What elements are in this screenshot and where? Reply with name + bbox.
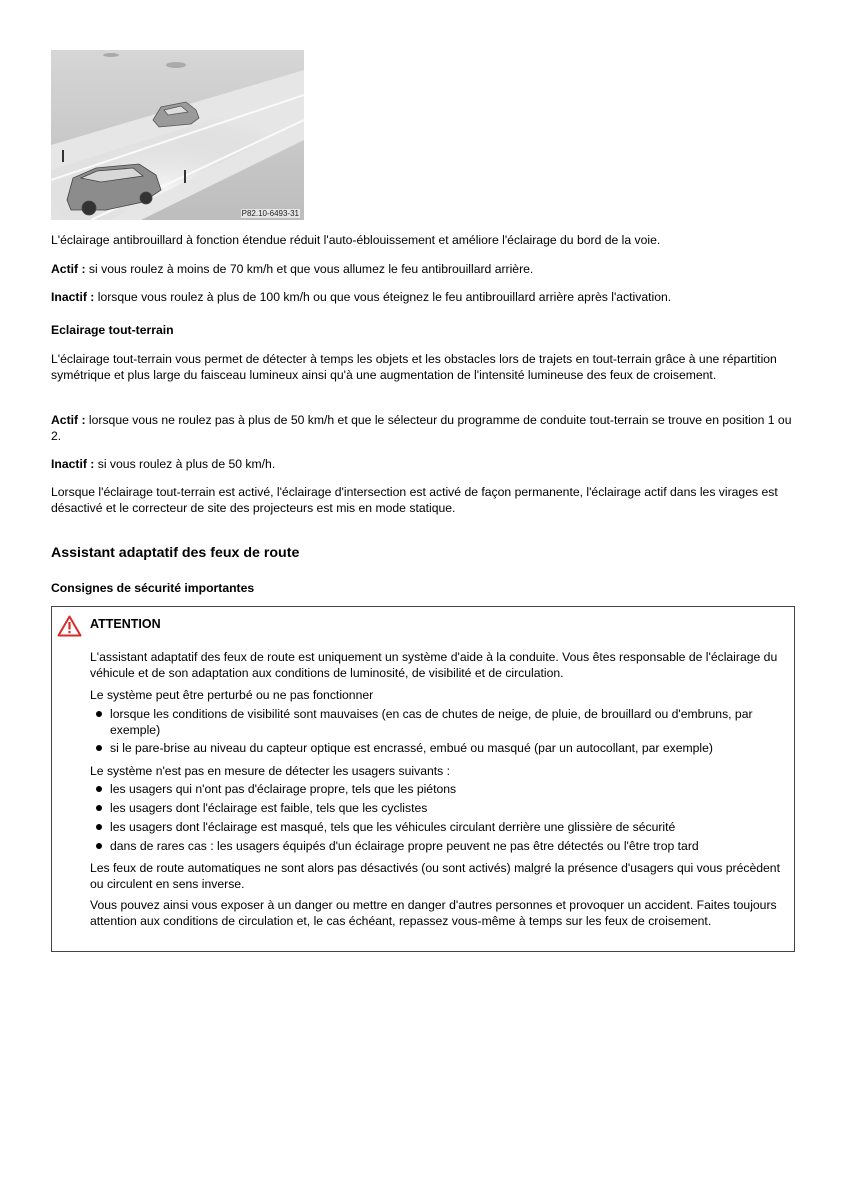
inactif-text: si vous roulez à plus de 50 km/h. xyxy=(94,457,276,471)
warning-box xyxy=(51,606,795,952)
actif-text: lorsque vous ne roulez pas à plus de 50 km/h et que le sélecteur du programme de conduite tout-terrain se trouve en position 1 ou 2. xyxy=(51,413,792,443)
offroad-inactif xyxy=(51,456,796,472)
warning-triangle-icon xyxy=(57,615,82,637)
bullet-icon xyxy=(96,824,102,830)
list-item: les usagers qui n'ont pas d'éclairage propre, tels que les piétons xyxy=(110,781,785,797)
list-item: les usagers dont l'éclairage est faible, tels que les cyclistes xyxy=(110,800,785,816)
warning-title: ATTENTION xyxy=(90,617,161,631)
warning-paragraph: Le système n'est pas en mesure de détecter les usagers suivants : xyxy=(90,764,451,778)
offroad-actif xyxy=(51,412,796,444)
intro-text: L'éclairage antibrouillard à fonction étendue réduit l'auto-éblouissement et améliore l'éclairage du bord de la voie. xyxy=(51,233,661,247)
warning-paragraph: Les feux de route automatiques ne sont alors pas désactivés (ou sont activés) malgré la présence d'usagers qui vous précèdent ou circulent en sens inverse. xyxy=(90,861,780,891)
inactif-text: lorsque vous roulez à plus de 100 km/h ou que vous éteignez le feu antibrouillard arrière après l'activation. xyxy=(94,290,672,304)
warning-paragraph: L'assistant adaptatif des feux de route est uniquement un système d'aide à la conduite. Vous êtes responsable de l'éclairage du véhicule et de son adaptation aux conditions de luminosité, de visibilité et de circulation. xyxy=(90,650,778,680)
fog-light-illustration xyxy=(51,50,304,220)
offroad-heading: Eclairage tout-terrain xyxy=(51,323,174,337)
section-subtitle: Consignes de sécurité importantes xyxy=(51,581,255,595)
figure-code: P82.10-6493-31 xyxy=(241,209,299,218)
list-item: dans de rares cas : les usagers équipés d'un éclairage propre peuvent ne pas être détectés ou l'être trop tard xyxy=(110,838,785,854)
list-item: les usagers dont l'éclairage est masqué, tels que les véhicules circulant derrière une glissière de sécurité xyxy=(110,819,785,835)
offroad-note: Lorsque l'éclairage tout-terrain est activé, l'éclairage d'intersection est activé de façon permanente, l'éclairage actif dans les virages est désactivé et le correcteur de site des projecteurs est mis en mode statique. xyxy=(51,485,778,515)
intro-actif xyxy=(51,261,796,277)
list-item: lorsque les conditions de visibilité sont mauvaises (en cas de chutes de neige, de pluie, de brouillard ou d'embruns, par exemple) xyxy=(110,706,785,738)
warning-paragraph: Le système peut être perturbé ou ne pas fonctionner xyxy=(90,688,374,702)
bullet-icon xyxy=(96,843,102,849)
actif-text: si vous roulez à moins de 70 km/h et que vous allumez le feu antibrouillard arrière. xyxy=(85,262,534,276)
actif-label: Actif : xyxy=(51,262,86,276)
inactif-label: Inactif : xyxy=(51,457,95,471)
inactif-label: Inactif : xyxy=(51,290,95,304)
bullet-icon xyxy=(96,786,102,792)
offroad-text: L'éclairage tout-terrain vous permet de détecter à temps les objets et les obstacles lors de trajets en tout-terrain grâce à une répartition symétrique et plus large du faisceau lumineux ainsi qu'à une augmentation de l'intensité lumineuse des feux de croisement. xyxy=(51,352,777,382)
bullet-icon xyxy=(96,805,102,811)
section-title: Assistant adaptatif des feux de route xyxy=(51,545,300,561)
bullet-icon xyxy=(96,745,102,751)
intro-inactif xyxy=(51,289,796,305)
warning-paragraph: Vous pouvez ainsi vous exposer à un danger ou mettre en danger d'autres personnes et provoquer un accident. Faites toujours attention aux conditions de circulation et, le cas échéant, repassez vous-même à temps sur les feux de croisement. xyxy=(90,898,777,928)
bullet-icon xyxy=(96,711,102,717)
list-item: si le pare-brise au niveau du capteur optique est encrassé, embué ou masqué (par un autocollant, par exemple) xyxy=(110,740,785,756)
actif-label: Actif : xyxy=(51,413,86,427)
road-scene-image xyxy=(51,50,304,220)
